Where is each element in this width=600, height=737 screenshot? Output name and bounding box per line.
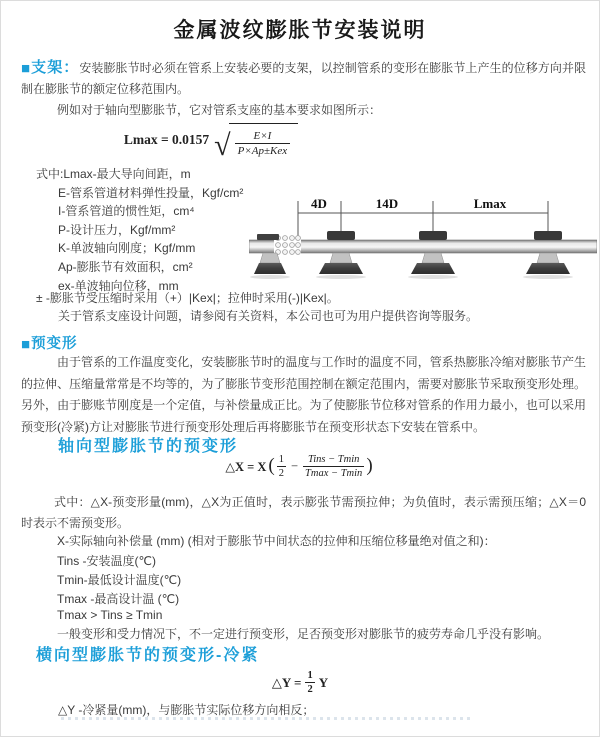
open-paren: ( — [268, 454, 275, 476]
lateral-formula — [1, 669, 599, 696]
temperature-fraction: $\frac{\text{Tins − Tmin}}{Tmax - Tmin}$ — [305, 454, 363, 480]
predeform-paragraph: 由于管系的工作温度变化，安装膨胀节时的温度与工作时的温度不同，管系热膨胀冷缩对膨胀节产生的拉伸、压缩量常常是不均等的，为了膨胀节变形范围控制在额定范围内，需要对膨胀节采取预变形处理。另外，由于膨账节刚度是一个定值，与补偿量成正比。为了使膨胀节位移对管系的作用力最小，也可以采用预变形(冷紧)方让对膨胀节进行预变形处理后再将膨胀节在预变形状态下安装在管系中。 — [21, 355, 586, 434]
temp-definition-tmin: Tmin-最低设计温度(℃) — [57, 573, 182, 587]
support-section-heading: ■支架： — [21, 59, 80, 77]
axial-formula-lhs: △X = X — [225, 459, 267, 474]
temp-definition-tmax: Tmax -最高设计温 (℃) — [57, 592, 180, 606]
minus-sign: − — [290, 459, 299, 474]
formula-denominator: P×Ap±Kex — [235, 143, 291, 157]
section-square-icon: ■ — [21, 60, 32, 77]
diagram-svg — [249, 193, 597, 295]
axial-note: 一般变形和受力情况下，不一定进行预变形，足否预变形对膨胀节的疲劳寿命几乎没有影响。 — [57, 627, 550, 641]
temp-inequality: Tmax > Tins ≥ Tmin — [57, 608, 163, 622]
formula-numerator: E×I — [253, 130, 272, 142]
radical-icon: √ — [214, 129, 231, 162]
definition-item: E-管系管道材料弹性投量，Kgf/cm² — [58, 185, 244, 200]
one-half-fraction: $\frac{1}{2}$ — [307, 670, 313, 696]
cutoff-next-line — [61, 717, 471, 720]
guide-support-icon — [523, 231, 573, 279]
definition-item: K-单波轴向刚度；Kgf/mm — [58, 241, 196, 256]
dim-label-14d: 14D — [375, 196, 399, 211]
definition-item: I-管系管道的惯性矩，cm⁴ — [58, 204, 195, 219]
predeform-section-heading: ■预变形 — [21, 336, 78, 353]
support-note: 关于管系支座设计问题，请参阅有关资料，本公司也可为用户提供咨询等服务。 — [58, 309, 479, 323]
guide-support-icon — [408, 231, 458, 279]
lateral-predeform-heading: 横向型膨胀节的预变形-冷紧 — [36, 647, 260, 664]
pipe — [249, 240, 597, 253]
definition-item: ex-单波轴向位移，mm — [58, 278, 179, 293]
section-square-icon: ■ — [21, 336, 32, 353]
support-intro — [21, 57, 586, 100]
dim-label-4d: 4D — [311, 196, 327, 211]
formula-lhs: Lmax = 0.0157 — [123, 132, 210, 147]
page-title: 金属波纹膨胀节安装说明 — [173, 19, 427, 42]
example-line: 例如对于轴向型膨胀节，它对管系支座的基本要求如图所示： — [57, 103, 382, 117]
axial-formula-explain: 式中：△X-预变形量(mm)，△X为正值时，表示膨张节需预拉伸；为负值时，表示需预压缩；△X＝0时表示不需预变形。 — [21, 495, 586, 530]
dim-label-lmax: Lmax — [473, 196, 507, 211]
support-intro-text: 安装膨胀节时必须在管系上安装必要的支架，以控制管系的变形在膨胀节上产生的位移方向并限制在膨胀节的额定位移范围内。 — [21, 61, 586, 96]
lateral-formula-rhs: Y — [318, 674, 329, 690]
axial-predeform-heading: 轴向型膨胀节的预变形 — [58, 438, 239, 455]
piping-support-diagram — [249, 193, 597, 295]
lateral-formula-lhs: △Y = — [271, 674, 302, 690]
sqrt-expression — [214, 123, 298, 162]
close-paren: ) — [366, 454, 373, 476]
guide-support-icon — [316, 231, 366, 279]
definition-item-plusminus: ± -膨胀节受压缩时采用（+）|Kex|；拉伸时采用(-)|Kex|。 — [36, 291, 339, 305]
axial-formula — [1, 453, 599, 480]
definition-item: 式中:Lmax-最大导向间距，m — [36, 167, 191, 181]
lmax-formula — [1, 123, 421, 162]
definition-item: P-设计压力，Kgf/mm² — [58, 222, 176, 237]
cold-tighten-note: △Y -冷紧量(mm)，与膨胀节实际位移方向相反； — [58, 703, 315, 717]
one-half-fraction: $\frac{1}{2}$ — [278, 454, 284, 480]
x-definition: X-实际轴向补偿量 (mm) (相对于膨胀节中间状态的拉伸和压缩位移量绝对值之和)： — [57, 534, 496, 548]
definition-item: Ap-膨胀节有效面积，cm² — [58, 259, 193, 274]
temp-definition-tins: Tins -安装温度(℃) — [57, 554, 157, 568]
